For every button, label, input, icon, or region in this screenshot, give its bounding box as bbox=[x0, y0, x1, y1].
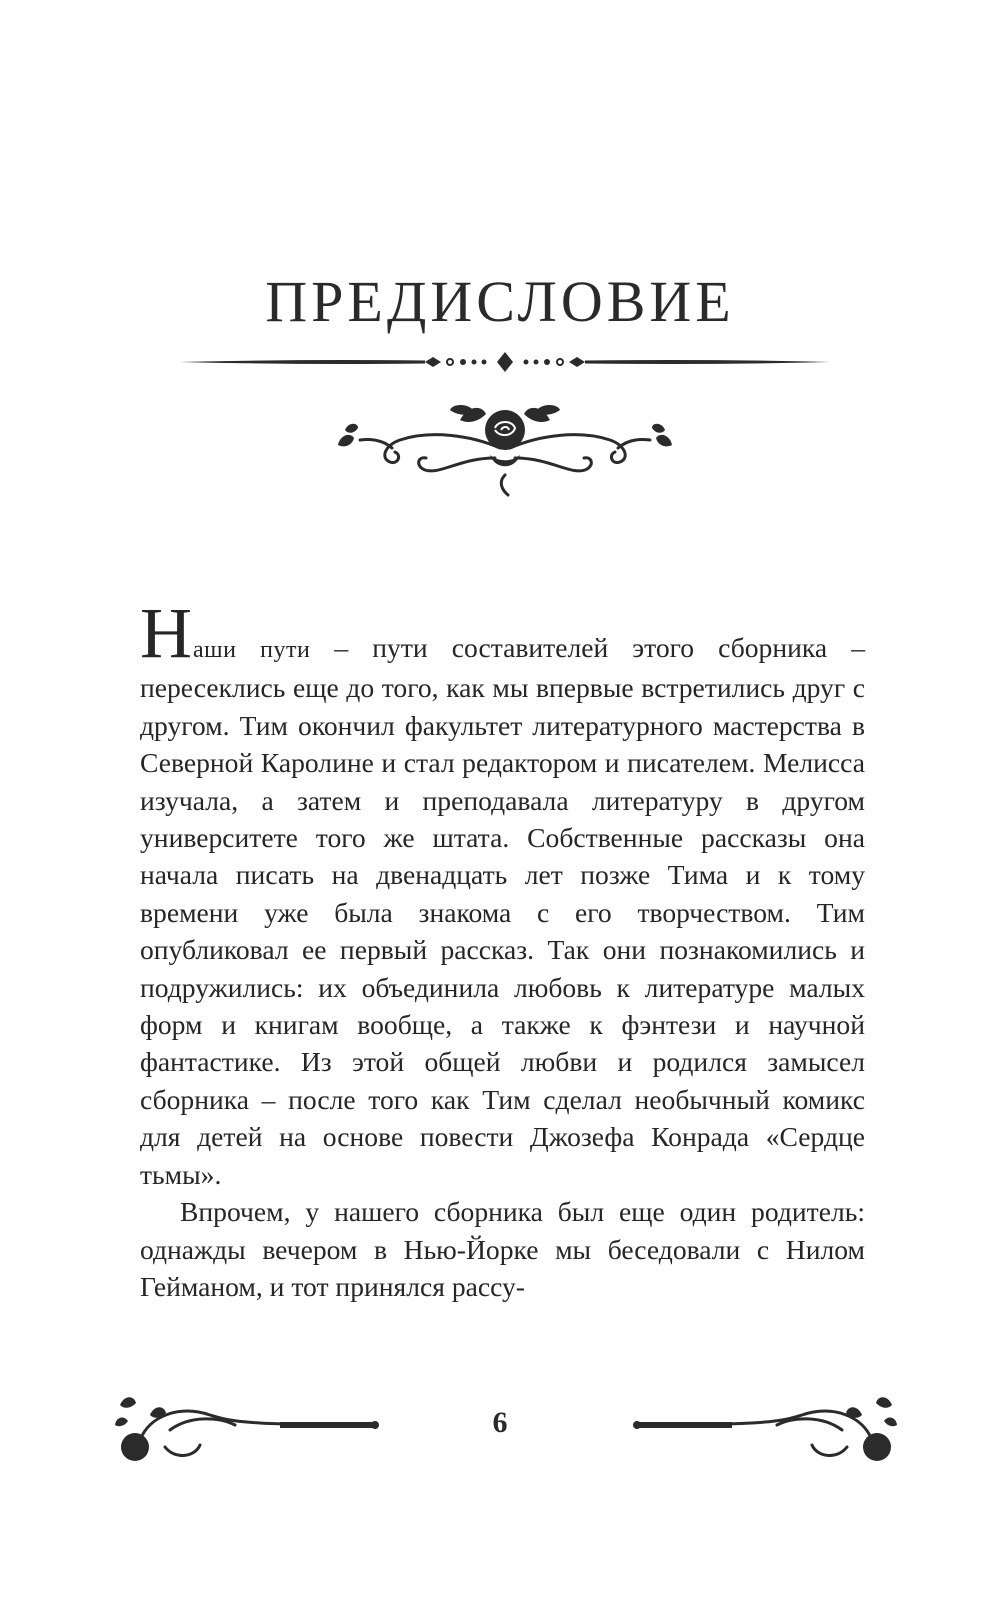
page-number: 6 bbox=[492, 1406, 508, 1439]
drop-cap: Н bbox=[140, 593, 192, 673]
small-caps-lead: аши пути bbox=[193, 637, 311, 663]
body-text bbox=[140, 593, 865, 1305]
rose-ornament-icon bbox=[330, 400, 680, 500]
paragraph bbox=[140, 593, 865, 1193]
page-title: ПРЕДИСЛОВИЕ bbox=[265, 269, 735, 334]
rose-vine-left-icon bbox=[110, 1385, 380, 1465]
paragraph: Впрочем, у нашего сборника был еще один родитель: однажды вечером в Нью-Йорке мы беседовали с Нилом Гейманом, и тот принялся рассу- bbox=[140, 1196, 865, 1302]
title-divider-ornament bbox=[180, 350, 830, 374]
paragraph-text: – пути составителей этого сборника – пересеклись еще до того, как мы впервые встретились друг с другом. Тим окончил факультет литературного мастерства в Северной Каролине и стал редактором и писателем. Мелисса изучала, а затем и преподавала литературу в другом университете того же штата. Собственные рассказы она начала писать на двенадцать лет позже Тима и к тому времени уже была знакома с его творчеством. Тим опубликовал ее первый рассказ. Так они познакомились и подружились: их объединила любовь к литературе малых форм и книгам вообще, а также к фэнтези и научной фантастике. Из этой общей любви и родился замысел сборника – после того как Тим сделал необычный комикс для детей на основе повести Джозефа Конрада «Сердце тьмы». bbox=[140, 632, 865, 1190]
rose-vine-right-icon bbox=[632, 1385, 902, 1465]
